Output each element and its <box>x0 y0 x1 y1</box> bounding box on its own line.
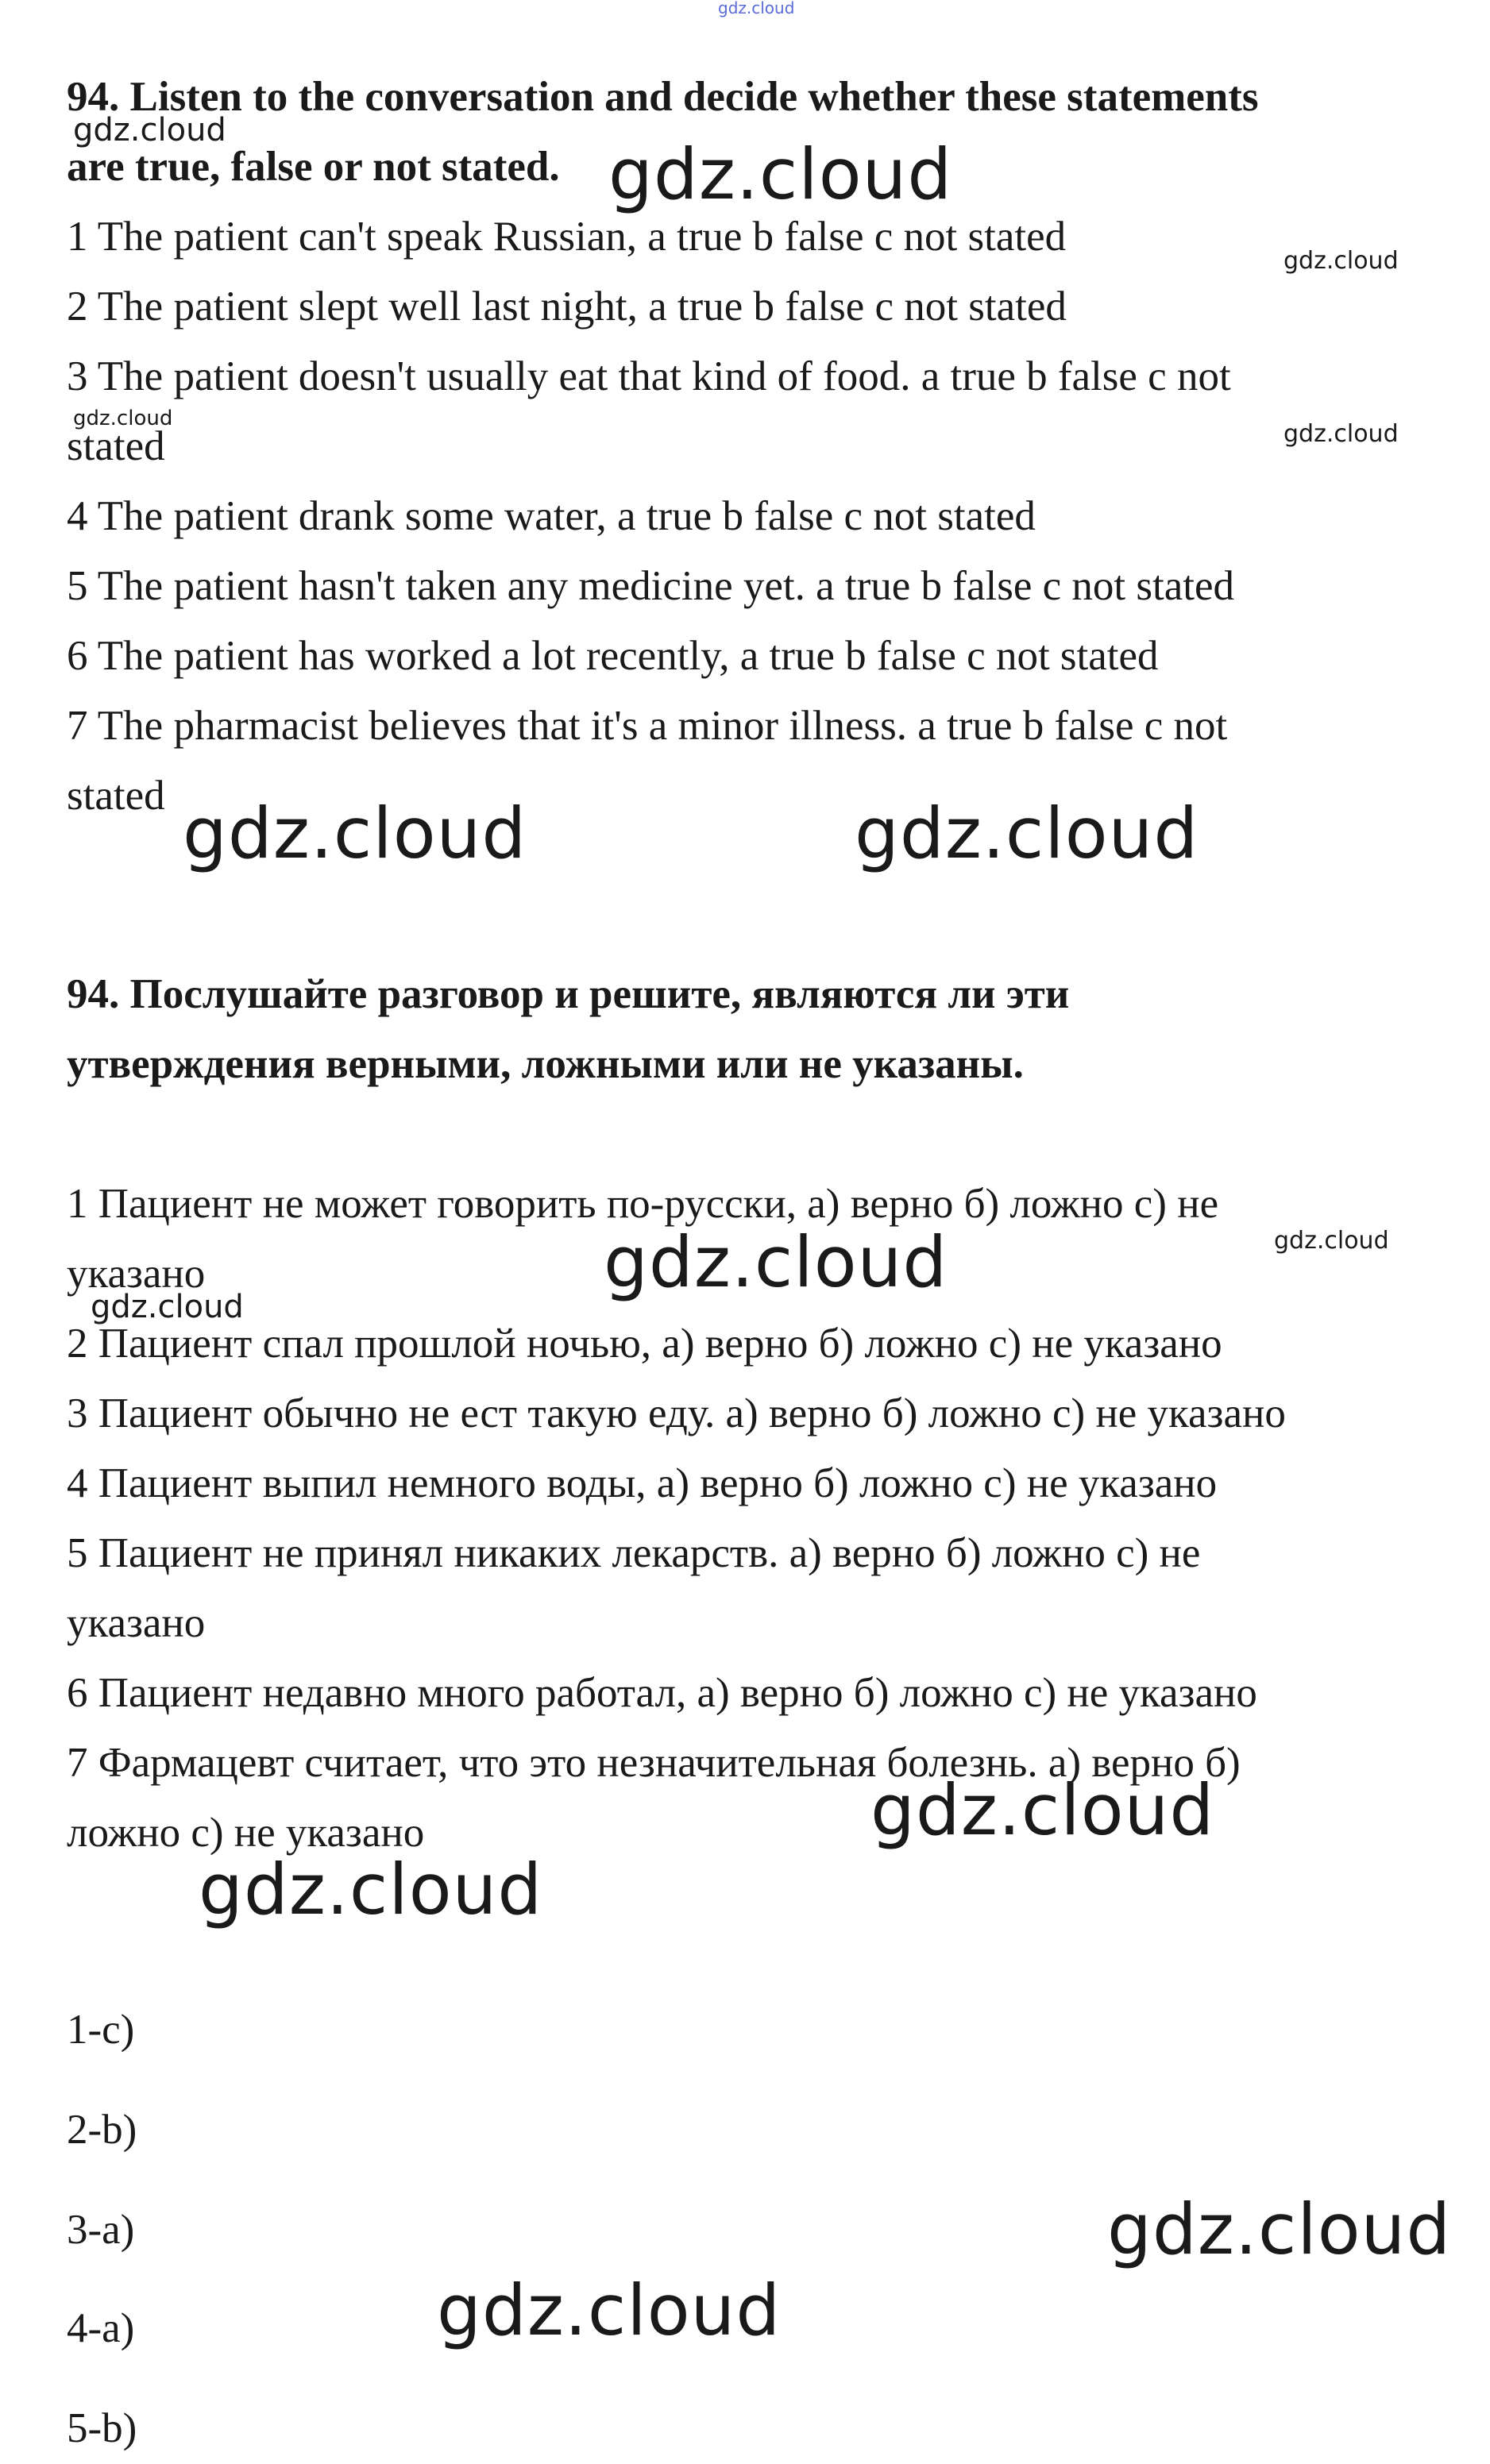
watermark: gdz.cloud <box>437 2269 782 2351</box>
russian-item-1-cont: указано <box>67 1251 206 1297</box>
watermark: gdz.cloud <box>1274 1227 1389 1255</box>
english-item-4: 4 The patient drank some water, a true b false c not stated <box>67 493 1036 539</box>
answer-3: 3-a) <box>67 2207 135 2253</box>
russian-heading-line-2: утверждения верными, ложными или не указаны. <box>67 1041 1024 1087</box>
watermark: gdz.cloud <box>91 1289 244 1325</box>
russian-item-7-cont: ложно с) не указано <box>67 1810 425 1856</box>
english-item-3: 3 The patient doesn't usually eat that kind of food. a true b false c not <box>67 353 1231 399</box>
russian-item-5-cont: указано <box>67 1600 206 1646</box>
russian-item-7: 7 Фармацевт считает, что это незначительная болезнь. а) верно б) <box>67 1740 1241 1786</box>
watermark: gdz.cloud <box>1107 2188 1452 2270</box>
english-item-3-cont: stated <box>67 423 165 469</box>
english-item-6: 6 The patient has worked a lot recently, a true b false c not stated <box>67 633 1159 679</box>
english-item-2: 2 The patient slept well last night, a true b false c not stated <box>67 283 1067 330</box>
watermark: gdz.cloud <box>183 792 527 874</box>
watermark: gdz.cloud <box>855 792 1199 874</box>
watermark: gdz.cloud <box>608 133 953 215</box>
russian-item-2: 2 Пациент спал прошлой ночью, а) верно б) ложно с) не указано <box>67 1321 1222 1367</box>
watermark-top: gdz.cloud <box>718 0 795 17</box>
answer-4: 4-a) <box>67 2305 135 2351</box>
english-item-7-cont: stated <box>67 773 165 819</box>
russian-item-4: 4 Пациент выпил немного воды, а) верно б) ложно с) не указано <box>67 1460 1218 1506</box>
russian-item-1: 1 Пациент не может говорить по-русски, а) верно б) ложно с) не <box>67 1181 1219 1227</box>
watermark: gdz.cloud <box>604 1221 948 1303</box>
answer-5: 5-b) <box>67 2405 137 2451</box>
watermark: gdz.cloud <box>1283 420 1399 448</box>
watermark: gdz.cloud <box>73 112 226 148</box>
english-item-1: 1 The patient can't speak Russian, a true b false c not stated <box>67 214 1067 260</box>
watermark: gdz.cloud <box>870 1769 1215 1851</box>
russian-heading-line-1: 94. Послушайте разговор и решите, являются ли эти <box>67 971 1070 1017</box>
watermark: gdz.cloud <box>199 1849 543 1930</box>
answer-1: 1-c) <box>67 2007 135 2053</box>
english-heading-line-2: are true, false or not stated. <box>67 144 560 190</box>
answer-2: 2-b) <box>67 2107 137 2153</box>
russian-item-5: 5 Пациент не принял никаких лекарств. а) верно б) ложно с) не <box>67 1530 1201 1576</box>
russian-item-3: 3 Пациент обычно не ест такую еду. а) верно б) ложно с) не указано <box>67 1390 1286 1436</box>
english-item-7: 7 The pharmacist believes that it's a minor illness. a true b false c not <box>67 703 1228 749</box>
english-item-5: 5 The patient hasn't taken any medicine yet. a true b false c not stated <box>67 563 1234 609</box>
watermark: gdz.cloud <box>1283 247 1399 275</box>
russian-item-6: 6 Пациент недавно много работал, а) верно б) ложно с) не указано <box>67 1670 1257 1716</box>
watermark: gdz.cloud <box>73 407 173 430</box>
english-heading-line-1: 94. Listen to the conversation and decide whether these statements <box>67 74 1259 120</box>
